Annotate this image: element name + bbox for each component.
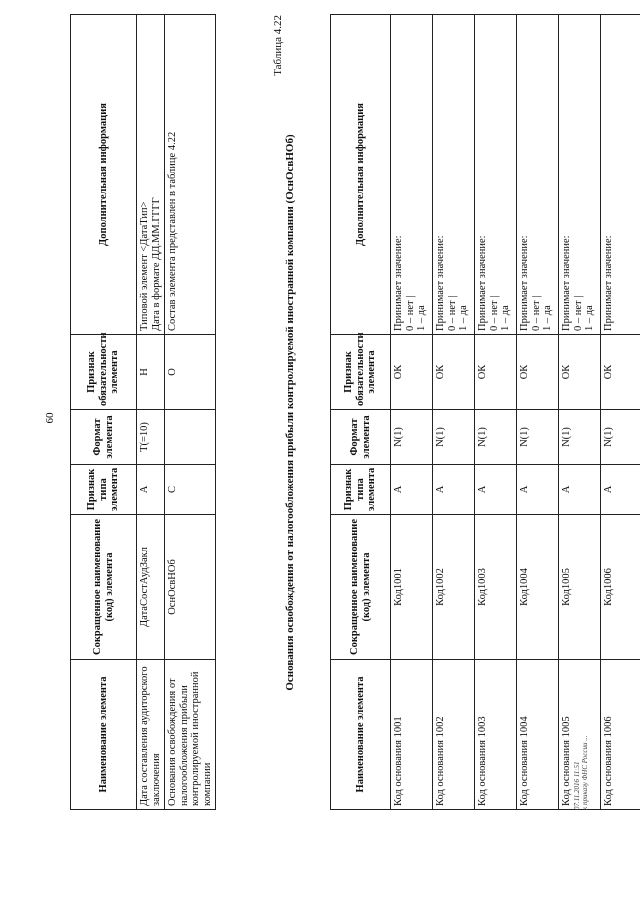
stamp-line: 07.11.2016 11:51 xyxy=(573,761,581,810)
extra-info-line: 1 – да xyxy=(584,305,595,331)
cell-short-code: ОснОсвНОб xyxy=(165,515,216,660)
cell-extra-info xyxy=(137,15,165,335)
extra-info-line: 0 – нет | xyxy=(488,295,500,331)
cell-element-name: Основания освобождения от налогообложения прибыли контролируемой иностранной компании xyxy=(165,660,216,810)
cell-format: N(1) xyxy=(559,410,601,465)
extra-info-line: 0 – нет | xyxy=(530,295,542,331)
cell-extra-info xyxy=(517,15,559,335)
header-type-flag: Признак типа элемента xyxy=(71,465,137,515)
extra-info-line: 0 – нет | xyxy=(404,295,416,331)
cell-format: N(1) xyxy=(475,410,517,465)
cell-type-flag: А xyxy=(559,465,601,515)
header-format: Формат элемента xyxy=(71,410,137,465)
cell-short-code: Код1006 xyxy=(601,515,640,660)
cell-type-flag: А xyxy=(475,465,517,515)
extra-info-line: Принимает значение: xyxy=(561,235,572,331)
stamp-line: к приказу ФНС России ... xyxy=(581,735,589,810)
cell-extra-info xyxy=(475,15,517,335)
cell-type-flag: С xyxy=(165,465,216,515)
extra-info-line: 1 – да xyxy=(416,305,427,331)
table-row xyxy=(137,15,165,810)
extra-info-line: Типовой элемент <ДатаТип> xyxy=(139,201,150,331)
extra-info-line: Принимает значение: xyxy=(435,235,446,331)
cell-format xyxy=(165,410,216,465)
table-row xyxy=(601,15,640,810)
extra-info-line: Принимает значение: xyxy=(477,235,488,331)
header-extra-info: Дополнительная информация xyxy=(331,15,391,335)
extra-info-line: Принимает значение: xyxy=(603,235,614,331)
cell-short-code: Код1001 xyxy=(391,515,433,660)
cell-required-flag: Н xyxy=(137,335,165,410)
header-name: Наименование элемента xyxy=(71,660,137,810)
extra-info-line: 0 – нет | xyxy=(446,295,458,331)
extra-info-line: 1 – да xyxy=(458,305,469,331)
cell-extra-info xyxy=(391,15,433,335)
table-row xyxy=(165,15,216,810)
cell-format: T(=10) xyxy=(137,410,165,465)
document-stamp xyxy=(573,735,589,810)
cell-required-flag: ОК xyxy=(433,335,475,410)
cell-format: N(1) xyxy=(601,410,640,465)
cell-format: N(1) xyxy=(517,410,559,465)
table-row xyxy=(433,15,475,810)
cell-required-flag: ОК xyxy=(559,335,601,410)
header-short-name: Сокращенное наименование (код) элемента xyxy=(331,515,391,660)
cell-short-code: Код1002 xyxy=(433,515,475,660)
cell-required-flag: ОК xyxy=(601,335,640,410)
cell-extra-info xyxy=(601,15,640,335)
extra-info-line: 1 – да xyxy=(542,305,553,331)
table-row xyxy=(517,15,559,810)
cell-element-name: Дата составления аудиторского заключения xyxy=(137,660,165,810)
cell-type-flag: А xyxy=(137,465,165,515)
cell-element-name: Код основания 1004 xyxy=(517,660,559,810)
header-type-flag: Признак типа элемента xyxy=(331,465,391,515)
header-required-flag: Признак обязательности элемента xyxy=(331,335,391,410)
cell-short-code: Код1003 xyxy=(475,515,517,660)
extra-info-line: 0 – нет | xyxy=(572,295,584,331)
cell-extra-info xyxy=(559,15,601,335)
header-extra-info: Дополнительная информация xyxy=(71,15,137,335)
cell-type-flag: А xyxy=(391,465,433,515)
header-name: Наименование элемента xyxy=(331,660,391,810)
page-number: 60 xyxy=(44,412,56,424)
header-format: Формат элемента xyxy=(331,410,391,465)
table-caption: Таблица 4.22 xyxy=(272,15,284,76)
elements-table xyxy=(70,14,216,810)
cell-extra-info xyxy=(165,15,216,335)
cell-required-flag: ОК xyxy=(517,335,559,410)
extra-info-line: Состав элемента представлен в таблице 4.22 xyxy=(167,131,178,331)
header-required-flag: Признак обязательности элемента xyxy=(71,335,137,410)
header-short-name: Сокращенное наименование (код) элемента xyxy=(71,515,137,660)
cell-type-flag: А xyxy=(433,465,475,515)
cell-element-name: Код основания 1005 xyxy=(559,660,601,810)
elements-table-body xyxy=(137,15,216,810)
cell-element-name: Код основания 1006 xyxy=(601,660,640,810)
table-title: Основания освобождения от налогообложения прибыли контролируемой иностранной компании (ОснОсвНОб) xyxy=(284,134,296,691)
reasons-table xyxy=(330,14,640,810)
cell-type-flag: А xyxy=(601,465,640,515)
cell-short-code: Код1004 xyxy=(517,515,559,660)
extra-info-line: Принимает значение: xyxy=(393,235,404,331)
cell-required-flag: ОК xyxy=(391,335,433,410)
table-row xyxy=(475,15,517,810)
cell-element-name: Код основания 1003 xyxy=(475,660,517,810)
cell-short-code: ДатаСостАудЗакл xyxy=(137,515,165,660)
cell-required-flag: ОК xyxy=(475,335,517,410)
extra-info-line: 1 – да xyxy=(500,305,511,331)
cell-format: N(1) xyxy=(391,410,433,465)
cell-format: N(1) xyxy=(433,410,475,465)
cell-element-name: Код основания 1001 xyxy=(391,660,433,810)
cell-required-flag: О xyxy=(165,335,216,410)
reasons-table-body xyxy=(391,15,640,810)
extra-info-line: Дата в формате ДД.ММ.ГГГГ xyxy=(150,197,162,331)
table-row xyxy=(559,15,601,810)
cell-type-flag: А xyxy=(517,465,559,515)
cell-short-code: Код1005 xyxy=(559,515,601,660)
extra-info-line: Принимает значение: xyxy=(519,235,530,331)
cell-element-name: Код основания 1002 xyxy=(433,660,475,810)
table-row xyxy=(391,15,433,810)
cell-extra-info xyxy=(433,15,475,335)
